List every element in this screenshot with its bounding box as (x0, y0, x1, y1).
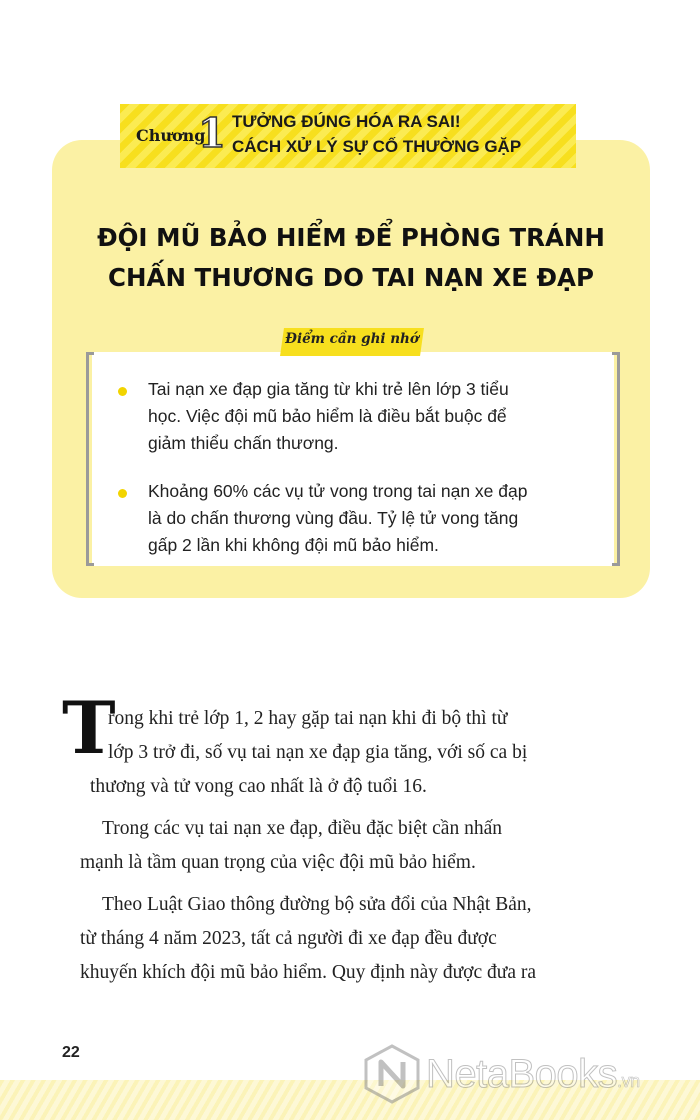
key-point-line: là do chấn thương vùng đầu. Tỷ lệ tử vong tăng (148, 508, 519, 528)
page-number: 22 (62, 1044, 80, 1061)
key-point-line: giảm thiểu chấn thương. (148, 433, 339, 453)
paragraph-line: khuyến khích đội mũ bảo hiểm. Quy định này được đưa ra (80, 962, 537, 983)
key-points-label: Điểm cần ghi nhớ (285, 331, 419, 347)
key-point-line: học. Việc đội mũ bảo hiểm là điều bắt buộc để (148, 406, 507, 426)
article-headline (52, 218, 650, 298)
paragraph-line: từ tháng 4 năm 2023, tất cả người đi xe đạp đều được (80, 928, 497, 949)
body-paragraph (60, 888, 536, 990)
netabooks-logo-icon (364, 1044, 420, 1104)
watermark (360, 1042, 690, 1108)
chapter-title-line-1: TƯỞNG ĐÚNG HÓA RA SAI! (232, 112, 461, 131)
chapter-tab (120, 104, 576, 168)
paragraph-line: Trong các vụ tai nạn xe đạp, điều đặc biệt cần nhấn (102, 818, 502, 839)
paragraph-line: mạnh là tầm quan trọng của việc đội mũ bảo hiểm. (80, 852, 476, 873)
drop-cap: T (62, 685, 116, 770)
headline-line-2: CHẤN THƯƠNG DO TAI NẠN XE ĐẠP (108, 263, 594, 292)
body-paragraph (60, 702, 527, 804)
left-bracket (86, 352, 94, 566)
watermark-brand: NetaBooks (426, 1052, 618, 1096)
bullet-dot-icon (118, 387, 127, 396)
key-point-line: gấp 2 lần khi không đội mũ bảo hiểm. (148, 535, 439, 555)
chapter-title-line-2: CÁCH XỬ LÝ SỰ CỐ THƯỜNG GẶP (232, 137, 522, 156)
chapter-word: Chương (136, 126, 206, 145)
body-paragraph (60, 812, 502, 880)
key-point-line: Tai nạn xe đạp gia tăng từ khi trẻ lên lớp 3 tiểu (148, 379, 509, 399)
right-bracket (612, 352, 620, 566)
chapter-number: 1 (198, 110, 226, 157)
bullet-dot-icon (118, 489, 127, 498)
key-point-item (148, 478, 588, 559)
watermark-suffix: .vn (617, 1071, 640, 1091)
headline-line-1: ĐỘI MŨ BẢO HIỂM ĐỂ PHÒNG TRÁNH (97, 223, 605, 252)
key-point-item (148, 376, 588, 457)
paragraph-line: Theo Luật Giao thông đường bộ sửa đổi của Nhật Bản, (102, 894, 532, 915)
summary-panel (52, 140, 650, 598)
key-points-box (92, 352, 614, 566)
paragraph-line: rong khi trẻ lớp 1, 2 hay gặp tai nạn khi đi bộ thì từ (108, 708, 508, 729)
watermark-text (426, 1052, 640, 1097)
key-point-line: Khoảng 60% các vụ tử vong trong tai nạn xe đạp (148, 481, 528, 501)
paragraph-line: lớp 3 trở đi, số vụ tai nạn xe đạp gia tăng, với số ca bị (108, 742, 528, 763)
paragraph-line: thương và tử vong cao nhất là ở độ tuổi 16. (90, 776, 427, 797)
